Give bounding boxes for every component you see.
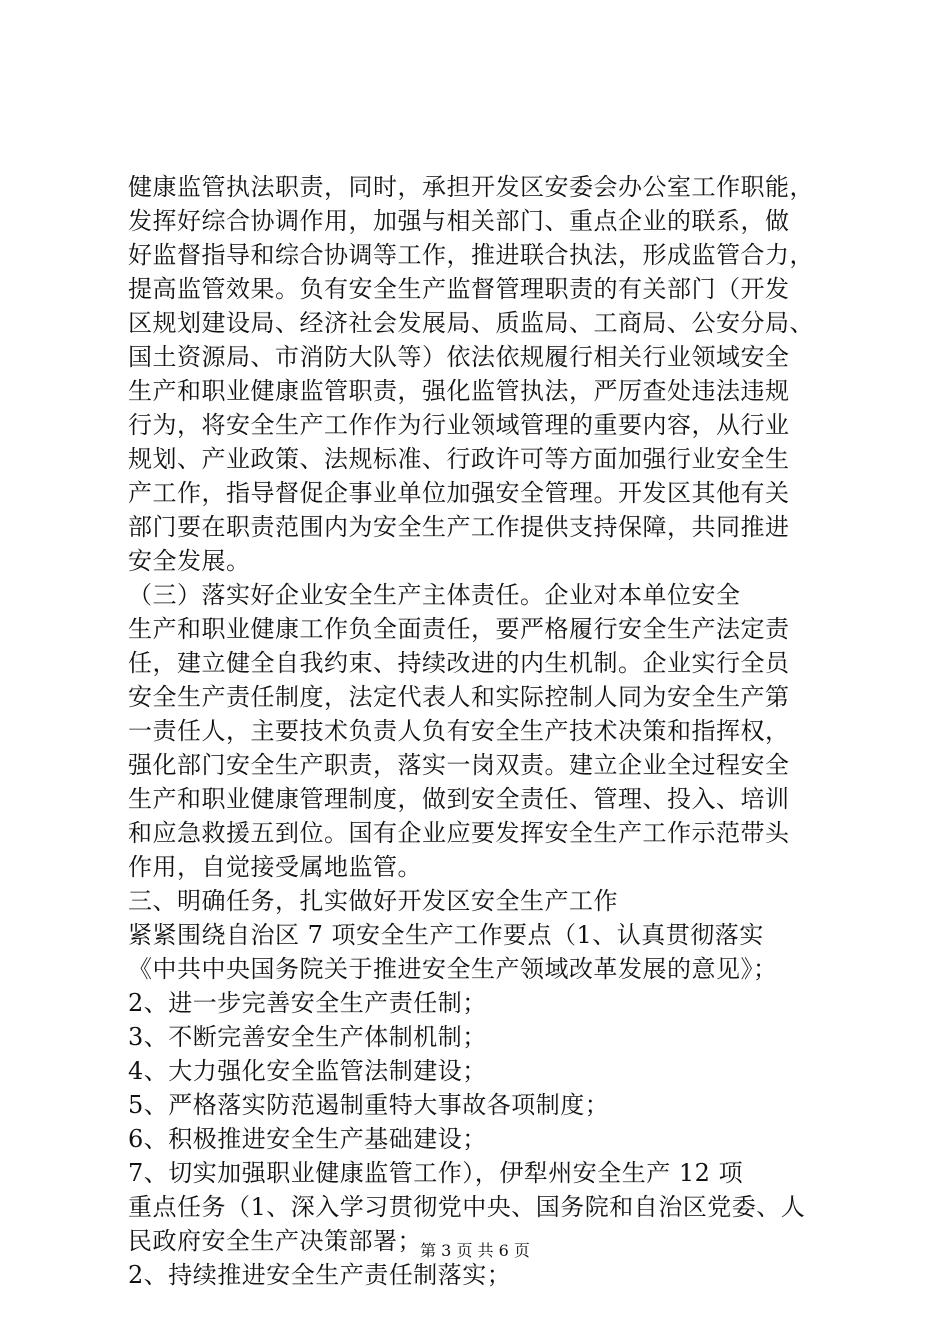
list-item: 3、不断完善安全生产体制机制；	[128, 1023, 487, 1051]
text-line: 行为，将安全生产工作作为行业领域管理的重要内容，从行业	[128, 411, 790, 439]
text-line: 产工作，指导督促企事业单位加强安全管理。开发区其他有关	[128, 479, 790, 507]
text-line: 《中共中央国务院关于推进安全生产领域改革发展的意见》；	[128, 955, 778, 983]
body-text	[128, 170, 832, 1292]
page-number-footer: 第 3 页 共 6 页	[420, 1241, 530, 1260]
text-line: 提高监管效果。负有安全生产监督管理职责的有关部门（开发	[128, 275, 790, 303]
list-item: 7、切实加强职业健康监管工作），伊犁州安全生产 12 项	[128, 1159, 744, 1187]
text-line: 安全发展。	[128, 547, 251, 575]
list-item: 6、积极推进安全生产基础建设；	[128, 1125, 487, 1153]
text-line: 安全生产责任制度，法定代表人和实际控制人同为安全生产第	[128, 683, 790, 711]
text-line: 生产和职业健康工作负全面责任，要严格履行安全生产法定责	[128, 615, 790, 643]
text-line: （三）落实好企业安全生产主体责任。企业对本单位安全	[128, 581, 741, 609]
list-item: 5、严格落实防范遏制重特大事故各项制度；	[128, 1091, 610, 1119]
list-item: 2、进一步完善安全生产责任制；	[128, 989, 487, 1017]
text-line: 发挥好综合协调作用，加强与相关部门、重点企业的联系，做	[128, 207, 790, 235]
text-line: 作用，自觉接受属地监管。	[128, 853, 422, 881]
text-line: 健康监管执法职责，同时，承担开发区安委会办公室工作职能，	[128, 173, 814, 201]
text-line: 重点任务（1、深入学习贯彻党中央、国务院和自治区党委、人	[128, 1193, 806, 1221]
text-line: 紧紧围绕自治区 7 项安全生产工作要点（1、认真贯彻落实	[128, 921, 764, 949]
list-item: 2、持续推进安全生产责任制落实；	[128, 1261, 512, 1289]
text-line: 国土资源局、市消防大队等）依法依规履行相关行业领域安全	[128, 343, 790, 371]
text-line: 好监督指导和综合协调等工作，推进联合执法，形成监管合力，	[128, 241, 814, 269]
text-line: 生产和职业健康管理制度，做到安全责任、管理、投入、培训	[128, 785, 790, 813]
text-line: 民政府安全生产决策部署；	[128, 1227, 422, 1255]
text-line: 任，建立健全自我约束、持续改进的内生机制。企业实行全员	[128, 649, 790, 677]
text-line: 部门要在职责范围内为安全生产工作提供支持保障，共同推进	[128, 513, 790, 541]
text-line: 区规划建设局、经济社会发展局、质监局、工商局、公安分局、	[128, 309, 814, 337]
text-line: 生产和职业健康监管职责，强化监管执法，严厉查处违法违规	[128, 377, 790, 405]
text-line: 一责任人，主要技术负责人负有安全生产技术决策和指挥权，	[128, 717, 790, 745]
list-item: 4、大力强化安全监管法制建设；	[128, 1057, 487, 1085]
text-line: 强化部门安全生产职责，落实一岗双责。建立企业全过程安全	[128, 751, 790, 779]
text-line: 规划、产业政策、法规标准、行政许可等方面加强行业安全生	[128, 445, 790, 473]
text-line: 和应急救援五到位。国有企业应要发挥安全生产工作示范带头	[128, 819, 790, 847]
section-heading: 三、明确任务，扎实做好开发区安全生产工作	[128, 887, 618, 915]
